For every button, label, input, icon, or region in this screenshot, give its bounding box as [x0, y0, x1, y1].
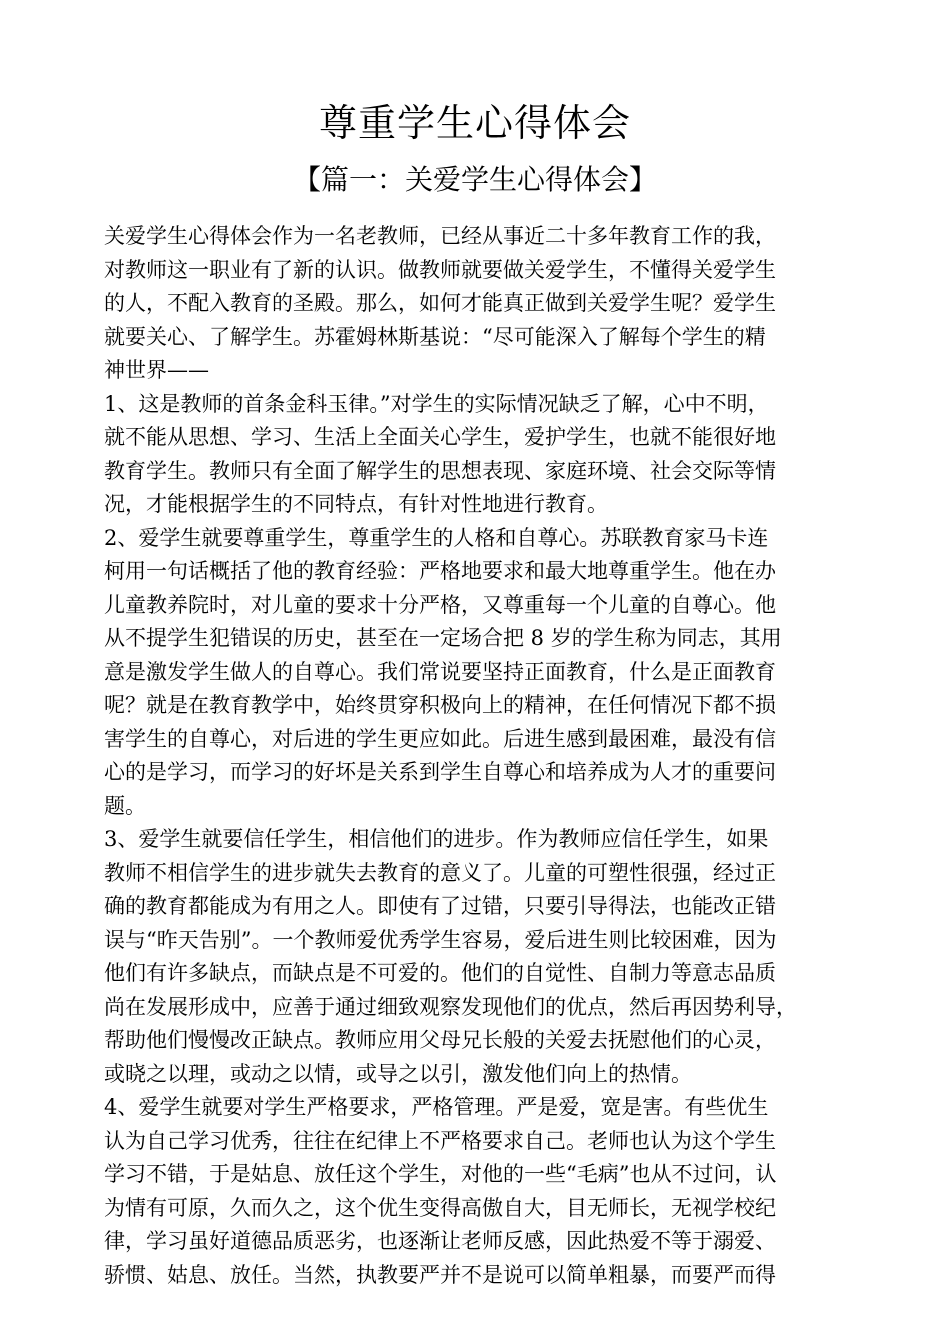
text-line: 况，才能根据学生的不同特点，有针对性地进行教育。	[104, 492, 608, 516]
text-line: 教师不相信学生的进步就失去教育的意义了。儿童的可塑性很强，经过正	[104, 860, 776, 885]
text-line: 从不提学生犯错误的历史，甚至在一定场合把 8 岁的学生称为同志，其用	[104, 626, 782, 650]
text-line: 关爱学生心得体会作为一名老教师，已经从事近二十多年教育工作的我，	[104, 224, 776, 248]
text-line: 教育学生。教师只有全面了解学生的思想表现、家庭环境、社会交际等情	[104, 458, 776, 483]
text-line: 2、爱学生就要尊重学生，尊重学生的人格和自尊心。苏联教育家马卡连	[104, 525, 769, 550]
text-line: 心的是学习，而学习的好坏是关系到学生自尊心和培养成为人才的重要问	[104, 760, 776, 784]
text-line: 为情有可原，久而久之，这个优生变得高傲自大，目无师长，无视学校纪	[104, 1195, 776, 1220]
text-line: 帮助他们慢慢改正缺点。教师应用父母兄长般的关爱去抚慰他们的心灵，	[104, 1028, 776, 1052]
text-line: 确的教育都能成为有用之人。即使有了过错，只要引导得法，也能改正错	[104, 894, 776, 918]
section-heading: 【篇一：关爱学生心得体会】	[292, 163, 657, 196]
text-line: 误与“昨天告别”。一个教师爱优秀学生容易，爱后进生则比较困难，因为	[104, 927, 777, 952]
text-line: 3、爱学生就要信任学生，相信他们的进步。作为教师应信任学生，如果	[104, 827, 769, 851]
text-line: 神世界——	[104, 358, 209, 382]
text-line: 的人，不配入教育的圣殿。那么，如何才能真正做到关爱学生呢？爱学生	[104, 291, 776, 315]
text-line: 4、爱学生就要对学生严格要求，严格管理。严是爱，宽是害。有些优生	[104, 1095, 769, 1119]
text-line: 题。	[104, 793, 146, 818]
text-line: 害学生的自尊心，对后进的学生更应如此。后进生感到最困难，最没有信	[104, 726, 776, 751]
text-line: 骄惯、姑息、放任。当然，执教要严并不是说可以简单粗暴，而要严而得	[104, 1262, 776, 1287]
text-line: 就要关心、了解学生。苏霍姆林斯基说：“尽可能深入了解每个学生的精	[104, 324, 766, 349]
text-line: 对教师这一职业有了新的认识。做教师就要做关爱学生，不懂得关爱学生	[104, 257, 776, 282]
text-line: 呢？就是在教育教学中，始终贯穿积极向上的精神，在任何情况下都不损	[104, 693, 776, 717]
text-line: 认为自己学习优秀，往往在纪律上不严格要求自己。老师也认为这个学生	[104, 1128, 776, 1153]
text-line: 就不能从思想、学习、生活上全面关心学生，爱护学生，也就不能很好地	[104, 425, 776, 449]
text-line: 柯用一句话概括了他的教育经验：严格地要求和最大地尊重学生。他在办	[104, 559, 776, 583]
text-line: 律，学习虽好道德品质恶劣，也逐渐让老师反感，因此热爱不等于溺爱、	[104, 1229, 776, 1253]
document-title: 尊重学生心得体会	[318, 101, 631, 145]
text-line: 尚在发展形成中，应善于通过细致观察发现他们的优点，然后再因势利导，	[104, 994, 797, 1019]
body-text	[104, 220, 864, 1292]
text-line: 学习不错，于是姑息、放任这个学生，对他的一些“毛病”也从不过问，认	[104, 1162, 777, 1186]
text-line: 意是激发学生做人的自尊心。我们常说要坚持正面教育，什么是正面教育	[104, 659, 776, 684]
text-line: 他们有许多缺点，而缺点是不可爱的。他们的自觉性、自制力等意志品质	[104, 961, 776, 985]
text-line: 1、这是教师的首条金科玉律。”对学生的实际情况缺乏了解，心中不明，	[104, 391, 769, 416]
text-line: 或晓之以理，或动之以情，或导之以引，激发他们向上的热情。	[104, 1061, 692, 1086]
text-line: 儿童教养院时，对儿童的要求十分严格，又尊重每一个儿童的自尊心。他	[104, 592, 776, 617]
